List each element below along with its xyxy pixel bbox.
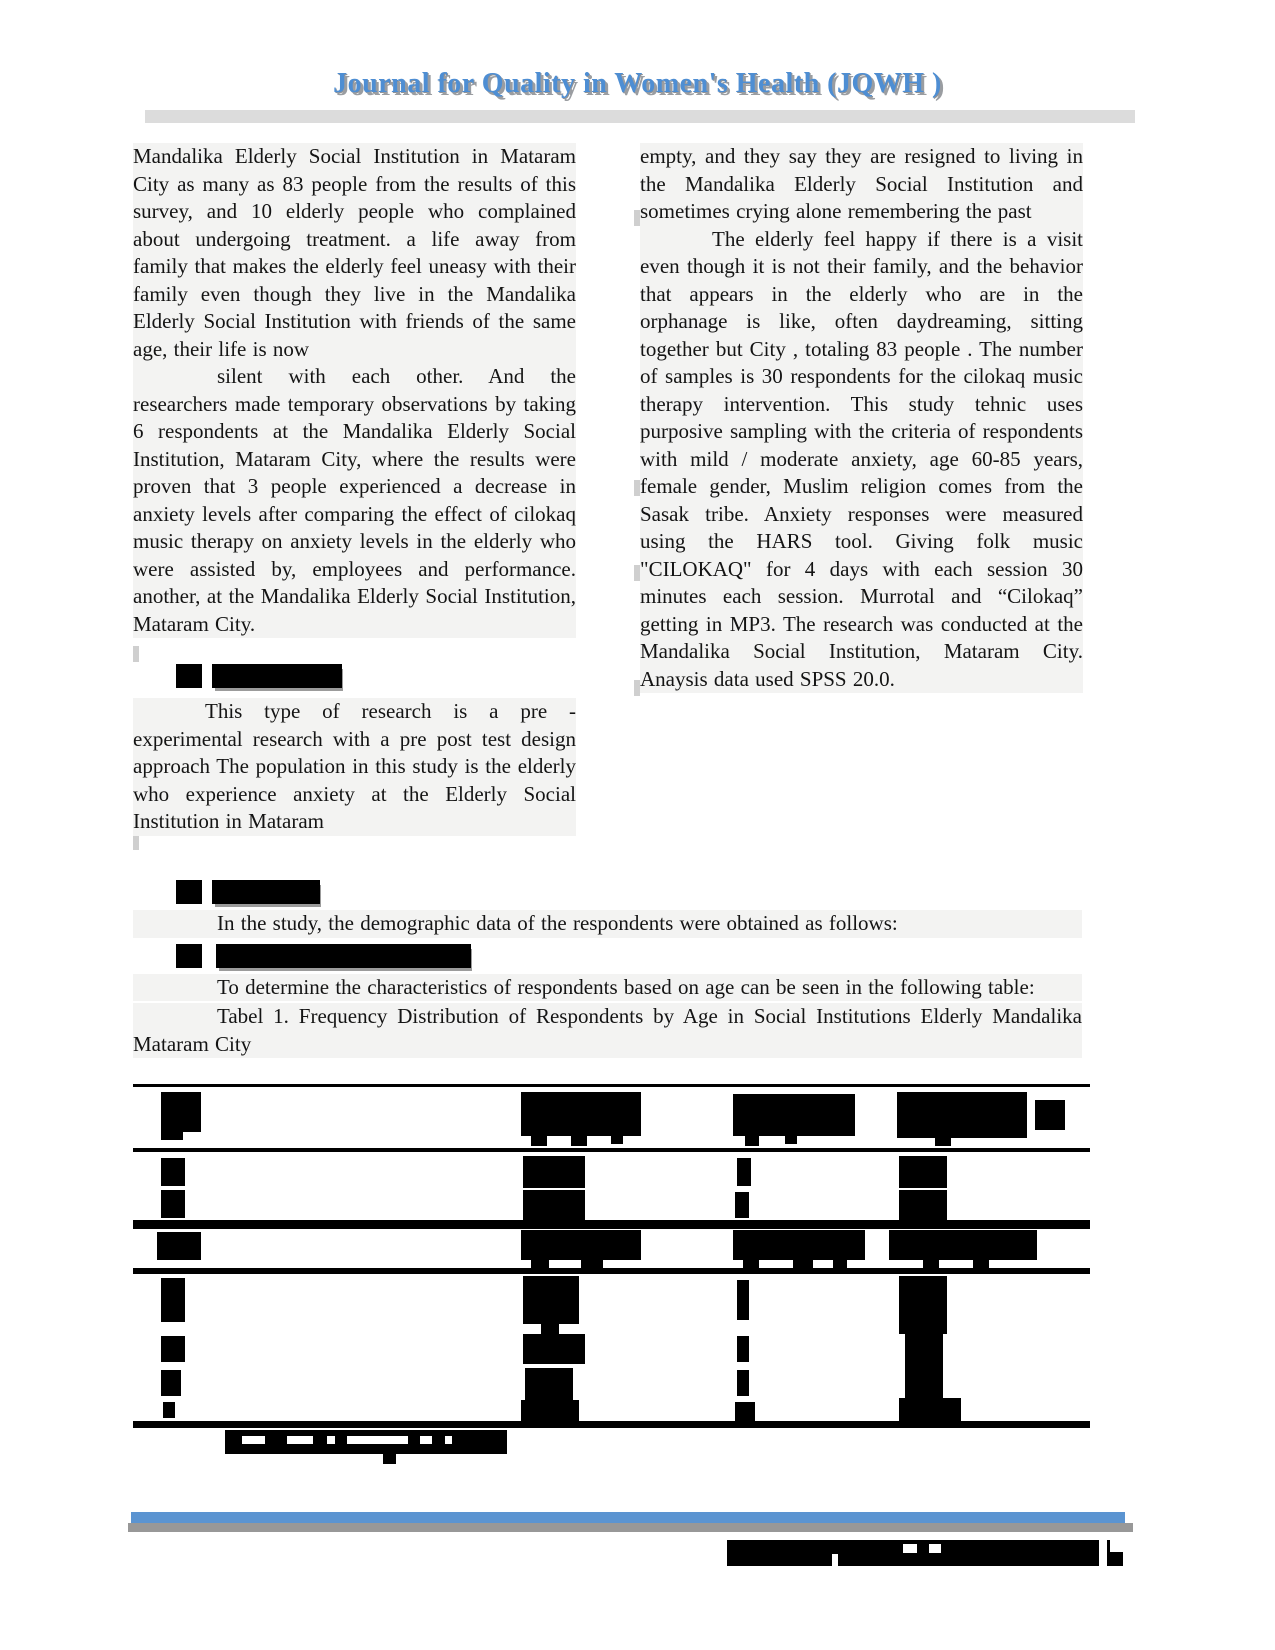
redacted-table-1 [133,1084,1090,1428]
redaction-gap [242,1436,265,1444]
journal-title: Journal for Quality in Women's Health (JQWH ) [333,68,942,99]
header-rule [145,110,1135,123]
redacted-table-cell [611,1136,623,1144]
redacted-age-subheading [176,944,1082,968]
redacted-table-cell [521,1092,641,1136]
redaction-gap [903,1544,917,1553]
redaction-gap [1099,1540,1107,1566]
redacted-table-cell [541,1324,559,1334]
redacted-table-cell [523,1156,585,1188]
table-rule [133,1421,1090,1428]
redacted-table-cell [743,1260,759,1268]
redacted-table-cell [935,1138,951,1146]
journal-header [0,68,1275,100]
redacted-table-cell [525,1368,573,1400]
redacted-table-cell [531,1260,549,1268]
table1-caption: Tabel 1. Frequency Distribution of Respondents by Age in Social Institutions Elderly Mandalika Mataram City [133,1003,1082,1058]
redacted-table-cell [733,1094,855,1136]
redacted-heading-text [212,880,320,904]
right-column [640,143,1083,693]
redacted-table-cell [523,1276,579,1324]
redacted-table-cell [735,1192,749,1218]
redacted-heading-number [176,880,202,904]
redacted-heading-text [212,664,342,688]
right-paragraph-2: The elderly feel happy if there is a visit even though it is not their family, and the behavior that appears in the elderly who are in the orphanage is like, often daydreaming, sitting together but City , totaling 83 people . The number of samples is 30 respondents for the cilokaq music therapy intervention. This study tehnic uses purposive sampling with the criteria of respondents with mild / moderate anxiety, age 60-85 years, female gender, Muslim religion comes from the Sasak tribe. Anxiety responses were measured using the HARS tool. Giving folk music "CILOKAQ" for 4 days with each session 30 minutes each session. Murrotal and “Cilokaq” getting in MP3. The research was conducted at the Mandalika Social Institution, Mataram City. Anaysis data used SPSS 20.0. [640,226,1083,694]
redacted-table-cell [161,1092,201,1132]
redacted-table-cell [161,1336,185,1362]
table-rule [133,1220,1090,1229]
redacted-table-cell [161,1278,185,1322]
redaction-gap [347,1436,408,1444]
table-rule [133,1084,1090,1087]
right-paragraph-1: empty, and they say they are resigned to living in the Mandalika Elderly Social Institution and sometimes crying alone remembering the past [640,143,1083,226]
redacted-table-cell [735,1402,755,1421]
methods-paragraph: This type of research is a pre - experimental research with a pre post test design approach The population in this study is the elderly who experience anxiety at the Elderly Social Institution in Mataram [133,698,576,836]
redacted-table-cell [1035,1100,1065,1130]
redacted-table-cell [793,1260,813,1268]
redacted-table-cell [733,1230,865,1260]
table-rule [133,1268,1090,1274]
redacted-results-heading [176,880,1082,904]
redacted-table-cell [737,1336,749,1362]
redacted-table-cell [899,1276,947,1334]
table-rule [133,1148,1090,1152]
left-column [133,143,576,836]
redacted-table-cell [889,1230,1037,1260]
margin-artifact [133,834,139,850]
redacted-heading-text [216,944,471,968]
age-intro-paragraph: To determine the characteristics of respondents based on age can be seen in the following table: [133,974,1082,1002]
redacted-table-cell [161,1370,181,1396]
redacted-table-cell [531,1136,547,1146]
redacted-table-cell [571,1136,587,1146]
results-section [133,880,1082,1464]
redacted-table-cell [157,1232,201,1260]
left-paragraph-1: Mandalika Elderly Social Institution in Mataram City as many as 83 people from the results of this survey, and 10 elderly people who complained about undergoing treatment. a life away from family that makes the elderly feel uneasy with their family even though they live in the Mandalika Elderly Social Institution with friends of the same age, their life is now [133,143,576,363]
redacted-table-cell [521,1400,579,1421]
footer-accent-rule [131,1512,1125,1523]
redacted-table-cell [523,1334,585,1364]
redacted-table-cell [161,1190,185,1218]
redacted-table-cell [899,1190,947,1220]
redacted-table-cell [161,1132,183,1140]
redacted-table-cell [833,1260,847,1268]
redacted-table-cell [737,1280,749,1320]
footer-shadow-rule [128,1523,1133,1532]
redacted-methods-heading [133,664,576,688]
redacted-table-cell [523,1190,585,1220]
redacted-table-cell [737,1370,749,1396]
redacted-heading-number [176,664,202,688]
redaction-gap [1110,1540,1123,1552]
redacted-table-cell [785,1136,797,1144]
redacted-table-cell [161,1158,185,1186]
redaction-gap [832,1554,838,1566]
redacted-table-cell [745,1136,759,1146]
left-paragraph-2: silent with each other. And the researchers made temporary observations by taking 6 respondents at the Mandalika Elderly Social Institution, Mataram City, where the results were proven that 3 people experienced a decrease in anxiety levels after comparing the effect of cilokaq music therapy on anxiety levels in the elderly who were assisted by, employees and performance. another, at the Mandalika Elderly Social Institution, Mataram City. [133,363,576,638]
redacted-table-cell [897,1092,1027,1138]
redaction-gap [287,1436,313,1444]
results-intro-line: In the study, the demographic data of the respondents were obtained as follows: [133,910,1082,938]
redacted-source-descender [383,1454,396,1464]
redacted-table-cell [737,1158,751,1186]
redacted-table-cell [899,1398,961,1421]
redacted-heading-number [176,944,202,968]
redaction-gap [929,1544,941,1553]
redacted-table-cell [923,1260,939,1268]
redaction-gap [445,1436,452,1444]
redacted-table-source-note [225,1430,507,1454]
redacted-table-cell [973,1260,989,1268]
redacted-footer-citation [727,1540,1123,1566]
redacted-table-cell [163,1402,175,1418]
redaction-gap [327,1436,335,1444]
redacted-table-cell [521,1230,641,1260]
redacted-table-cell [899,1156,947,1188]
redacted-table-cell [581,1260,603,1268]
redaction-gap [420,1436,432,1444]
